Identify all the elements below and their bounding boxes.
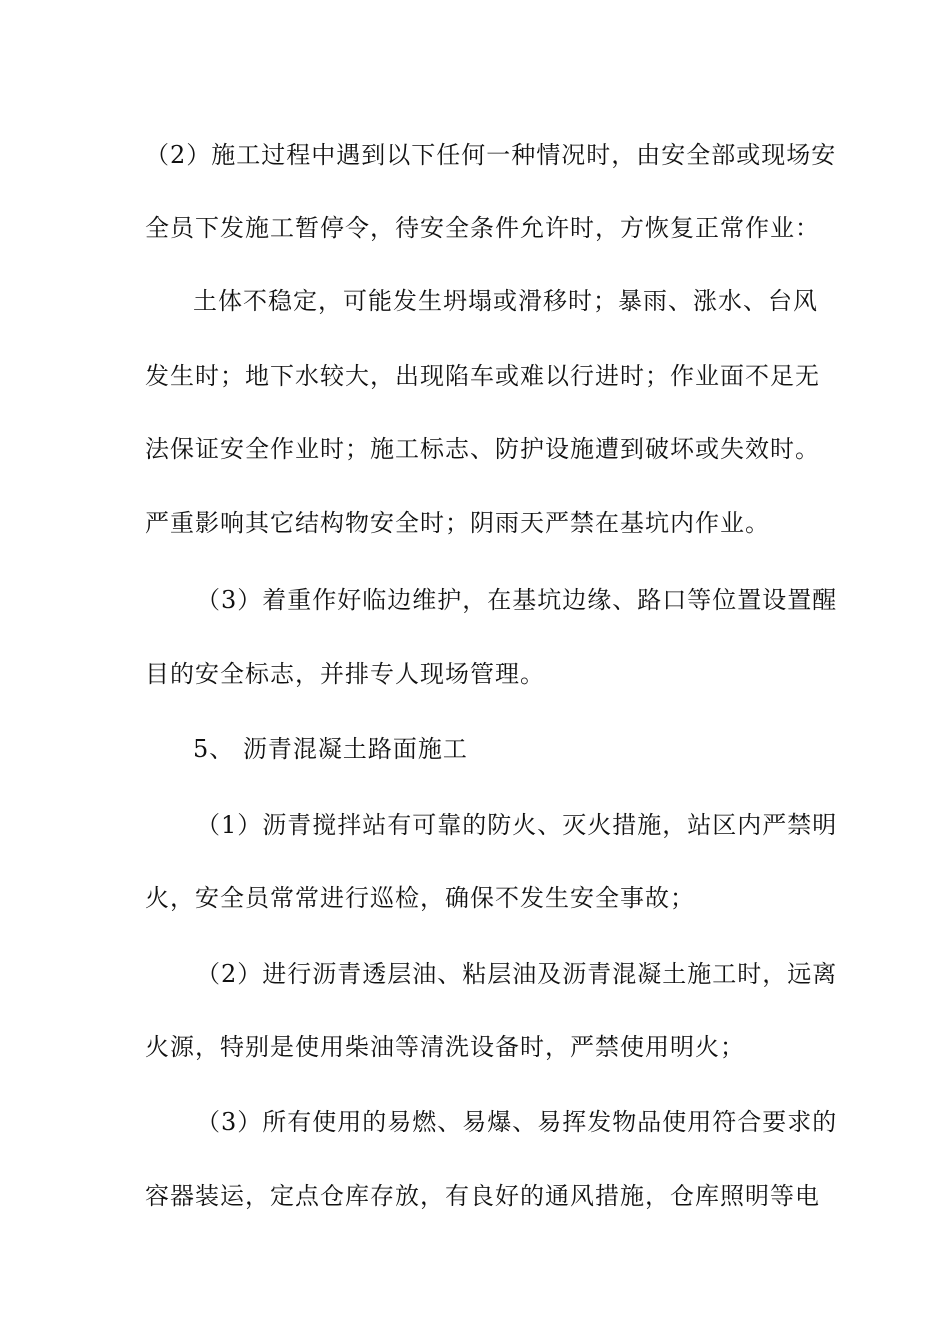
paragraph-line-7: （3）着重作好临边维护，在基坑边缘、路口等位置设置醒 — [196, 586, 838, 614]
paragraph-line-2: 全员下发施工暂停令，待安全条件允许时，方恢复正常作业： — [145, 214, 820, 242]
paragraph-line-15: 容器装运，定点仓库存放，有良好的通风措施，仓库照明等电 — [145, 1182, 820, 1210]
paragraph-line-5: 法保证安全作业时；施工标志、防护设施遭到破坏或失效时。 — [145, 435, 820, 463]
paragraph-line-1: （2）施工过程中遇到以下任何一种情况时，由安全部或现场安 — [145, 141, 837, 169]
paragraph-line-3: 土体不稳定，可能发生坍塌或滑移时；暴雨、涨水、台风 — [193, 287, 818, 315]
paragraph-line-14: （3）所有使用的易燃、易爆、易挥发物品使用符合要求的 — [196, 1108, 838, 1136]
paragraph-line-13: 火源，特别是使用柴油等清洗设备时，严禁使用明火； — [145, 1033, 745, 1061]
paragraph-line-11: 火，安全员常常进行巡检，确保不发生安全事故； — [145, 884, 695, 912]
paragraph-line-4: 发生时；地下水较大，出现陷车或难以行进时；作业面不足无 — [145, 362, 820, 390]
paragraph-line-10: （1）沥青搅拌站有可靠的防火、灭火措施，站区内严禁明 — [196, 811, 838, 839]
section-heading: 5、 沥青混凝土路面施工 — [193, 735, 468, 763]
paragraph-line-8: 目的安全标志，并排专人现场管理。 — [145, 660, 545, 688]
paragraph-line-12: （2）进行沥青透层油、粘层油及沥青混凝土施工时，远离 — [196, 960, 838, 988]
paragraph-line-6: 严重影响其它结构物安全时；阴雨天严禁在基坑内作业。 — [145, 509, 770, 537]
